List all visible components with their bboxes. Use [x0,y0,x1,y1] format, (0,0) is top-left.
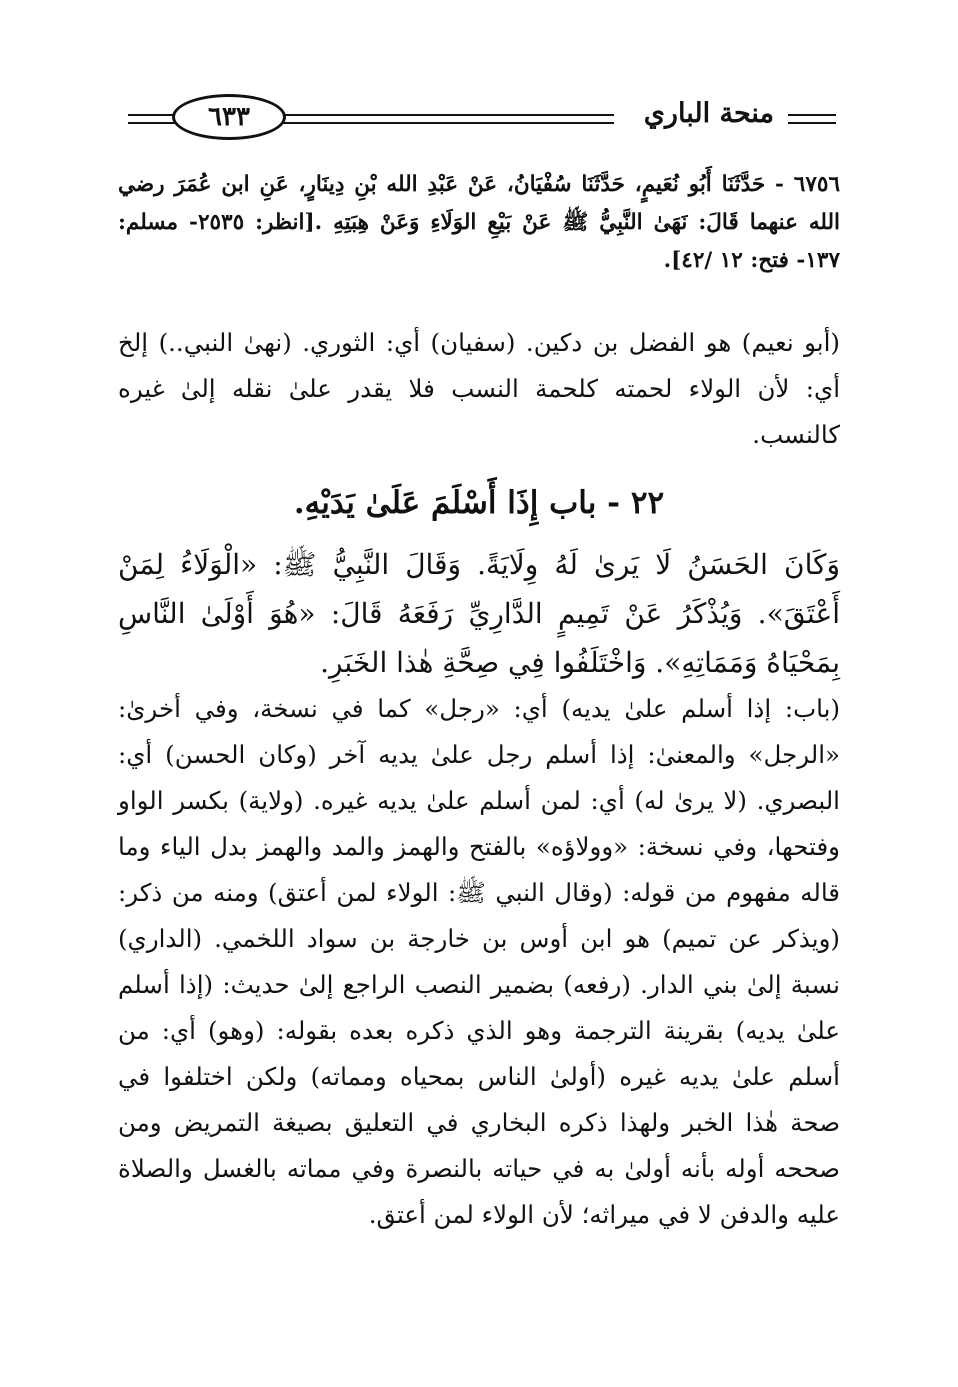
hadith-text: ٦٧٥٦ - حَدَّثَنَا أَبُو نُعَيمٍ، حَدَّثَنَا سُفْيَانُ، عَنْ عَبْدِ الله بْنِ دِينَارٍ، عَنِ ابن عُمَرَ رضي الله عنهما قَالَ: نَهَىٰ النَّبِيُّ ﷺ عَنْ بَيْعِ الوَلَاءِ وَعَنْ هِبَتِهِ .[انظر: ٢٥٣٥- مسلم: ١٣٧- فتح: ١٢ /٤٢]. [118,172,841,273]
book-title: منحة الباري [643,98,774,129]
header-rule [128,122,178,124]
page-number [172,94,286,140]
header-rule [788,114,836,116]
header-rule [254,122,614,124]
page-header [128,92,836,148]
header-rule [254,114,614,116]
commentary-paragraph: (باب: إذا أسلم علىٰ يديه) أي: «رجل» كما في نسخة، وفي أخرىٰ: «الرجل» والمعنىٰ: إذا أسلم رجل علىٰ يديه آخر (وكان الحسن) أي: البصري. (لا يرىٰ له) أي: لمن أسلم علىٰ يديه غيره. (ولاية) بكسر الواو وفتحها، وفي نسخة: «وولاؤه» بالفتح والهمز والمد والهمز بدل الياء وما قاله مفهوم من قوله: (وقال النبي ﷺ: الولاء لمن أعتق) ومنه من ذكر: (ويذكر عن تميم) هو ابن أوس بن خارجة بن سواد اللخمي. (الداري) نسبة إلىٰ بني الدار. (رفعه) بضمير النصب الراجع إلىٰ حديث: (إذا أسلم علىٰ يديه) بقرينة الترجمة وهو الذي ذكره بعده بقوله: (وهو) أي: من أسلم علىٰ يديه غيره (أولىٰ الناس بمحياه ومماته) ولكن اختلفوا في صحة هٰذا الخبر ولهذا ذكره البخاري في التعليق بصيغة التمريض ومن صححه أوله بأنه أولىٰ به في حياته بالنصرة وفي مماته بالغسل والصلاة عليه والدفن لا في ميراثه؛ لأن الولاء لمن أعتق. [118,694,840,1229]
chapter-text: وَكَانَ الحَسَنُ لَا يَرىٰ لَهُ وِلَايَةً. وَقَالَ النَّبِيُّ ﷺ: «الْوَلَاءُ لِمَنْ أَعْتَقَ». وَيُذْكَرُ عَنْ تَمِيمٍ الدَّارِيِّ رَفَعَهُ قَالَ: «هُوَ أَوْلَىٰ النَّاسِ بِمَحْيَاهُ وَمَمَاتِهِ». وَاخْتَلَفُوا فِي صِحَّةِ هٰذا الخَبَرِ. [118,548,840,679]
commentary-paragraph: (أبو نعيم) هو الفضل بن دكين. (سفيان) أي: الثوري. (نهىٰ النبي..) إلخ أي: لأن الولاء لحمته كلحمة النسب فلا يقدر علىٰ نقله إلىٰ غيره كالنسب. [118,328,840,449]
header-rule [788,122,836,124]
chapter-heading: ٢٢ - باب إِذَا أَسْلَمَ عَلَىٰ يَدَيْهِ. [293,485,665,521]
header-rule [128,114,178,116]
page-number-text: ٦٣٣ [208,102,250,132]
